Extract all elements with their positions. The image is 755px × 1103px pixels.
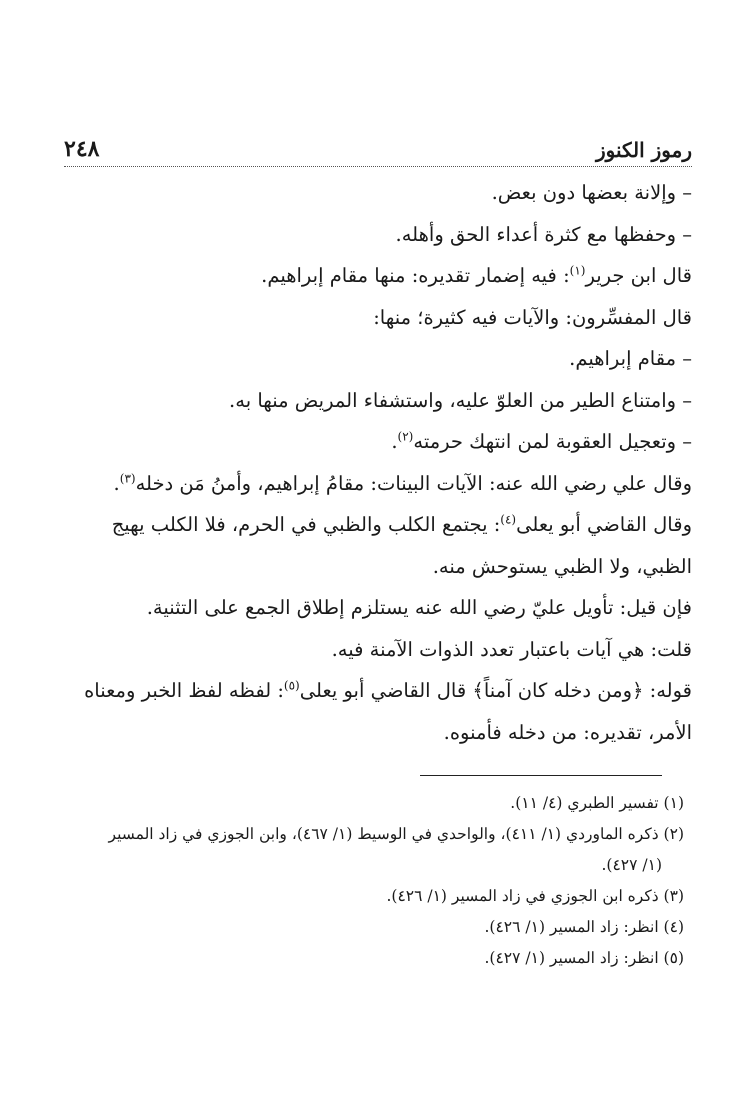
text-line: فإن قيل: تأويل عليّ رضي الله عنه يستلزم إطلاق الجمع على التثنية. — [146, 596, 692, 619]
footnote: (٣) ذكره ابن الجوزي في زاد المسير (١/ ٤٢٦). — [386, 887, 684, 905]
text-line: – وإلانة بعضها دون بعض. — [491, 181, 692, 204]
footnotes — [72, 788, 684, 974]
text-line: – وامتناع الطير من العلوّ عليه، واستشفاء المريض منها به. — [229, 388, 692, 412]
page-header — [64, 136, 692, 167]
footnote-separator — [420, 775, 662, 776]
footnote: (١) تفسير الطبري (٤/ ١١). — [510, 794, 684, 812]
page-number: ٢٤٨ — [64, 136, 100, 162]
footnote-ref: (٤) — [500, 512, 517, 527]
footnote: (٥) انظر: زاد المسير (١/ ٤٢٧). — [484, 949, 684, 967]
footnote-ref: (١) — [569, 263, 586, 278]
text-line: – مقام إبراهيم. — [569, 347, 692, 370]
text-line: قلت: هي آيات باعتبار تعدد الذوات الآمنة فيه. — [331, 637, 692, 661]
main-text — [60, 172, 692, 753]
book-title: رموز الكنوز — [595, 138, 692, 162]
text-line — [60, 504, 692, 546]
line-text: : فيه إضمار تقديره: منها مقام إبراهيم. — [261, 264, 570, 287]
footnote-continuation: (١/ ٤٢٧). — [601, 856, 662, 874]
line-text: قال ابن جرير — [585, 264, 692, 287]
line-text: وقال القاضي أبو يعلى — [516, 513, 692, 536]
text-line: قال المفسِّرون: والآيات فيه كثيرة؛ منها: — [373, 305, 692, 329]
footnote-ref: (٥) — [283, 678, 300, 693]
text-line — [60, 255, 692, 297]
line-text: : يجتمع الكلب والظبي في الحرم، فلا الكلب يهيج — [111, 513, 501, 536]
footnote-ref: (٢) — [397, 429, 414, 444]
line-text: وقال علي رضي الله عنه: الآيات البينات: مقامُ إبراهيم، وأمنُ مَن دخله — [135, 471, 692, 495]
text-line — [60, 670, 692, 712]
text-line: – وحفظها مع كثرة أعداء الحق وأهله. — [395, 222, 692, 246]
footnote: (٤) انظر: زاد المسير (١/ ٤٢٦). — [484, 918, 684, 936]
footnote-ref: (٣) — [119, 471, 136, 485]
text-line: الأمر، تقديره: من دخله فأمنوه. — [443, 720, 692, 744]
line-text: . — [391, 430, 398, 453]
line-text: قوله: ﴿ومن دخله كان آمناً﴾ قال القاضي أبو يعلى — [299, 679, 692, 702]
footnote: (٢) ذكره الماوردي (١/ ٤١١)، والواحدي في الوسيط (١/ ٤٦٧)، وابن الجوزي في زاد المسير — [108, 825, 684, 843]
text-line — [60, 463, 692, 505]
line-text: – وتعجيل العقوبة لمن انتهك حرمته — [413, 430, 692, 453]
line-text: . — [113, 471, 120, 495]
line-text: : لفظه لفظ الخبر ومعناه — [84, 679, 284, 702]
text-line — [60, 421, 692, 463]
text-line: الظبي، ولا الظبي يستوحش منه. — [432, 554, 692, 578]
